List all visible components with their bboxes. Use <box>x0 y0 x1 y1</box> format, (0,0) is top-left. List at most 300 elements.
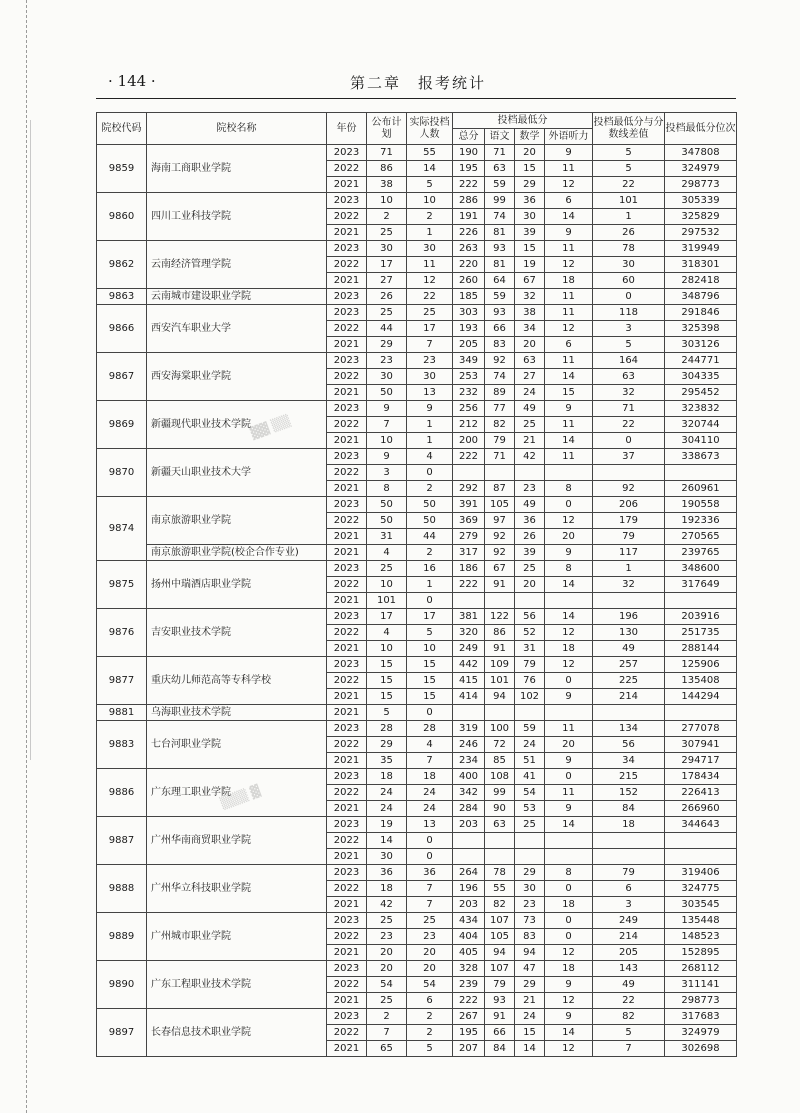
cell-diff: 30 <box>593 257 665 273</box>
cell-total: 263 <box>453 241 485 257</box>
cell-name: 新疆现代职业技术学院 <box>147 401 327 449</box>
cell-diff: 71 <box>593 401 665 417</box>
cell-diff: 5 <box>593 1025 665 1041</box>
cell-year: 2021 <box>327 177 367 193</box>
cell-actual: 6 <box>407 993 453 1009</box>
table-row <box>97 289 737 305</box>
cell-actual: 36 <box>407 865 453 881</box>
cell-listening: 14 <box>545 1025 593 1041</box>
cell-total: 286 <box>453 193 485 209</box>
cell-plan: 19 <box>367 817 407 833</box>
header-min-score-group: 投档最低分 <box>453 113 593 129</box>
cell-chinese: 55 <box>485 881 515 897</box>
binding-margin-line-inner <box>30 120 31 760</box>
cell-year: 2022 <box>327 465 367 481</box>
cell-name: 海南工商职业学院 <box>147 145 327 193</box>
cell-year: 2022 <box>327 1025 367 1041</box>
cell-actual: 17 <box>407 609 453 625</box>
cell-total: 405 <box>453 945 485 961</box>
cell-math: 54 <box>515 785 545 801</box>
cell-year: 2022 <box>327 737 367 753</box>
cell-math: 36 <box>515 513 545 529</box>
cell-chinese: 78 <box>485 865 515 881</box>
cell-actual: 30 <box>407 241 453 257</box>
cell-math: 27 <box>515 369 545 385</box>
cell-actual: 22 <box>407 289 453 305</box>
cell-name: 扬州中瑞酒店职业学院 <box>147 561 327 609</box>
cell-actual: 28 <box>407 721 453 737</box>
cell-total <box>453 705 485 721</box>
cell-chinese: 94 <box>485 689 515 705</box>
cell-diff: 5 <box>593 161 665 177</box>
cell-chinese: 122 <box>485 609 515 625</box>
cell-diff: 205 <box>593 945 665 961</box>
cell-chinese: 93 <box>485 993 515 1009</box>
cell-math: 25 <box>515 561 545 577</box>
cell-total: 239 <box>453 977 485 993</box>
cell-math: 49 <box>515 401 545 417</box>
cell-actual: 54 <box>407 977 453 993</box>
cell-name: 云南经济管理学院 <box>147 241 327 289</box>
cell-year: 2021 <box>327 481 367 497</box>
cell-year: 2021 <box>327 705 367 721</box>
cell-listening: 11 <box>545 353 593 369</box>
cell-listening: 0 <box>545 913 593 929</box>
cell-year: 2021 <box>327 273 367 289</box>
cell-plan: 25 <box>367 225 407 241</box>
cell-math: 24 <box>515 1009 545 1025</box>
cell-total <box>453 593 485 609</box>
table-row <box>97 497 737 513</box>
cell-actual: 7 <box>407 753 453 769</box>
cell-year: 2023 <box>327 497 367 513</box>
cell-diff: 164 <box>593 353 665 369</box>
cell-rank: 317683 <box>665 1009 737 1025</box>
watermark: ▒▒▒ ▓ <box>218 783 262 811</box>
cell-chinese: 63 <box>485 817 515 833</box>
cell-name: 广州城市职业学院 <box>147 913 327 961</box>
cell-chinese: 93 <box>485 241 515 257</box>
cell-plan: 71 <box>367 145 407 161</box>
cell-listening: 9 <box>545 401 593 417</box>
cell-diff <box>593 849 665 865</box>
cell-rank: 302698 <box>665 1041 737 1057</box>
cell-plan: 38 <box>367 177 407 193</box>
cell-listening: 18 <box>545 273 593 289</box>
cell-year: 2023 <box>327 817 367 833</box>
cell-chinese: 77 <box>485 401 515 417</box>
cell-chinese: 83 <box>485 337 515 353</box>
cell-listening: 14 <box>545 577 593 593</box>
cell-listening: 18 <box>545 897 593 913</box>
cell-total: 193 <box>453 321 485 337</box>
cell-actual: 2 <box>407 481 453 497</box>
cell-diff: 22 <box>593 177 665 193</box>
cell-plan: 4 <box>367 625 407 641</box>
cell-rank: 297532 <box>665 225 737 241</box>
header-rank: 投档最低分位次 <box>665 113 737 145</box>
cell-total: 328 <box>453 961 485 977</box>
cell-actual: 25 <box>407 305 453 321</box>
cell-listening: 12 <box>545 945 593 961</box>
cell-plan: 50 <box>367 513 407 529</box>
cell-rank: 324979 <box>665 1025 737 1041</box>
cell-chinese: 97 <box>485 513 515 529</box>
cell-plan: 50 <box>367 497 407 513</box>
cell-rank: 303545 <box>665 897 737 913</box>
cell-rank: 295452 <box>665 385 737 401</box>
cell-listening: 0 <box>545 769 593 785</box>
table-row <box>97 865 737 881</box>
cell-chinese: 91 <box>485 1009 515 1025</box>
cell-listening: 11 <box>545 417 593 433</box>
cell-year: 2023 <box>327 721 367 737</box>
cell-total: 185 <box>453 289 485 305</box>
cell-plan: 23 <box>367 929 407 945</box>
cell-chinese: 89 <box>485 385 515 401</box>
cell-actual: 23 <box>407 353 453 369</box>
table-row <box>97 913 737 929</box>
cell-math: 102 <box>515 689 545 705</box>
table-row <box>97 545 737 561</box>
cell-listening: 9 <box>545 225 593 241</box>
cell-math: 25 <box>515 417 545 433</box>
header-actual: 实际投档人数 <box>407 113 453 145</box>
cell-plan: 30 <box>367 369 407 385</box>
cell-rank: 320744 <box>665 417 737 433</box>
cell-code: 9877 <box>97 657 147 705</box>
cell-total: 442 <box>453 657 485 673</box>
cell-code: 9862 <box>97 241 147 289</box>
cell-chinese: 63 <box>485 161 515 177</box>
cell-chinese: 99 <box>485 785 515 801</box>
cell-actual: 4 <box>407 737 453 753</box>
cell-plan: 4 <box>367 545 407 561</box>
cell-math: 32 <box>515 289 545 305</box>
cell-year: 2023 <box>327 609 367 625</box>
cell-chinese: 85 <box>485 753 515 769</box>
header-total: 总分 <box>453 129 485 145</box>
cell-diff: 32 <box>593 577 665 593</box>
cell-chinese: 108 <box>485 769 515 785</box>
table-row <box>97 817 737 833</box>
cell-math: 34 <box>515 321 545 337</box>
cell-plan: 25 <box>367 305 407 321</box>
cell-math: 20 <box>515 337 545 353</box>
cell-math: 47 <box>515 961 545 977</box>
page-header <box>100 70 736 96</box>
cell-listening: 9 <box>545 753 593 769</box>
cell-name: 广州华立科技职业学院 <box>147 865 327 913</box>
cell-math: 21 <box>515 433 545 449</box>
cell-code: 9866 <box>97 305 147 353</box>
cell-diff: 0 <box>593 289 665 305</box>
cell-diff: 7 <box>593 1041 665 1057</box>
cell-plan: 27 <box>367 273 407 289</box>
cell-diff: 49 <box>593 977 665 993</box>
cell-total: 404 <box>453 929 485 945</box>
cell-total: 203 <box>453 897 485 913</box>
cell-math: 36 <box>515 193 545 209</box>
cell-math: 30 <box>515 881 545 897</box>
cell-listening: 18 <box>545 641 593 657</box>
cell-chinese <box>485 465 515 481</box>
watermark: ▓▓ ▒▒ <box>248 413 292 441</box>
cell-actual: 55 <box>407 145 453 161</box>
cell-rank: 317649 <box>665 577 737 593</box>
cell-code: 9890 <box>97 961 147 1009</box>
cell-listening: 9 <box>545 689 593 705</box>
cell-code: 9876 <box>97 609 147 657</box>
cell-listening: 12 <box>545 657 593 673</box>
cell-diff: 49 <box>593 641 665 657</box>
cell-math: 76 <box>515 673 545 689</box>
cell-total: 391 <box>453 497 485 513</box>
cell-year: 2021 <box>327 641 367 657</box>
cell-rank: 270565 <box>665 529 737 545</box>
table-body <box>97 145 737 1057</box>
cell-math: 26 <box>515 529 545 545</box>
cell-chinese: 92 <box>485 529 515 545</box>
cell-math <box>515 465 545 481</box>
cell-chinese: 71 <box>485 449 515 465</box>
cell-chinese: 107 <box>485 961 515 977</box>
cell-rank: 291846 <box>665 305 737 321</box>
cell-rank: 178434 <box>665 769 737 785</box>
cell-chinese: 82 <box>485 897 515 913</box>
cell-math: 42 <box>515 449 545 465</box>
cell-plan: 54 <box>367 977 407 993</box>
cell-diff: 179 <box>593 513 665 529</box>
cell-total: 205 <box>453 337 485 353</box>
cell-actual: 50 <box>407 497 453 513</box>
cell-name: 吉安职业技术学院 <box>147 609 327 657</box>
cell-diff: 249 <box>593 913 665 929</box>
cell-chinese: 91 <box>485 577 515 593</box>
cell-plan: 9 <box>367 449 407 465</box>
cell-listening: 9 <box>545 977 593 993</box>
cell-year: 2022 <box>327 417 367 433</box>
cell-year: 2022 <box>327 881 367 897</box>
cell-actual: 15 <box>407 689 453 705</box>
cell-math: 31 <box>515 641 545 657</box>
cell-code: 9874 <box>97 497 147 561</box>
cell-rank: 125906 <box>665 657 737 673</box>
cell-diff: 22 <box>593 417 665 433</box>
cell-total: 253 <box>453 369 485 385</box>
cell-total: 195 <box>453 161 485 177</box>
table-row <box>97 1009 737 1025</box>
cell-actual: 7 <box>407 881 453 897</box>
cell-listening: 12 <box>545 257 593 273</box>
cell-math: 94 <box>515 945 545 961</box>
cell-listening: 14 <box>545 433 593 449</box>
cell-math: 29 <box>515 865 545 881</box>
cell-chinese: 59 <box>485 177 515 193</box>
cell-listening: 11 <box>545 785 593 801</box>
cell-plan: 24 <box>367 801 407 817</box>
cell-total: 342 <box>453 785 485 801</box>
cell-year: 2022 <box>327 929 367 945</box>
cell-math <box>515 593 545 609</box>
table-row <box>97 241 737 257</box>
cell-rank: 338673 <box>665 449 737 465</box>
cell-math <box>515 833 545 849</box>
cell-math: 83 <box>515 929 545 945</box>
cell-plan: 14 <box>367 833 407 849</box>
cell-math: 53 <box>515 801 545 817</box>
cell-diff: 6 <box>593 881 665 897</box>
cell-total: 246 <box>453 737 485 753</box>
cell-year: 2023 <box>327 449 367 465</box>
cell-actual: 10 <box>407 193 453 209</box>
cell-chinese: 91 <box>485 641 515 657</box>
cell-year: 2021 <box>327 337 367 353</box>
cell-diff: 196 <box>593 609 665 625</box>
cell-total: 317 <box>453 545 485 561</box>
cell-year: 2022 <box>327 977 367 993</box>
cell-actual: 7 <box>407 337 453 353</box>
cell-diff: 92 <box>593 481 665 497</box>
cell-chinese: 74 <box>485 209 515 225</box>
cell-plan: 15 <box>367 657 407 673</box>
cell-chinese: 93 <box>485 305 515 321</box>
cell-year: 2021 <box>327 433 367 449</box>
cell-listening: 11 <box>545 305 593 321</box>
cell-name: 广州华南商贸职业学院 <box>147 817 327 865</box>
cell-year: 2021 <box>327 897 367 913</box>
table-row <box>97 657 737 673</box>
cell-total: 320 <box>453 625 485 641</box>
cell-total: 434 <box>453 913 485 929</box>
cell-rank: 323832 <box>665 401 737 417</box>
cell-diff <box>593 593 665 609</box>
cell-math: 38 <box>515 305 545 321</box>
cell-year: 2021 <box>327 753 367 769</box>
cell-diff <box>593 465 665 481</box>
cell-year: 2022 <box>327 673 367 689</box>
cell-total: 200 <box>453 433 485 449</box>
cell-actual: 4 <box>407 449 453 465</box>
cell-rank: 319406 <box>665 865 737 881</box>
cell-actual: 0 <box>407 593 453 609</box>
cell-plan: 2 <box>367 209 407 225</box>
cell-listening: 14 <box>545 369 593 385</box>
table-row <box>97 401 737 417</box>
cell-year: 2021 <box>327 529 367 545</box>
cell-chinese: 105 <box>485 497 515 513</box>
cell-diff: 152 <box>593 785 665 801</box>
cell-year: 2023 <box>327 193 367 209</box>
cell-code: 9883 <box>97 721 147 769</box>
cell-rank: 304335 <box>665 369 737 385</box>
cell-actual: 0 <box>407 833 453 849</box>
binding-margin-line <box>26 0 27 1113</box>
cell-actual: 0 <box>407 705 453 721</box>
cell-year: 2023 <box>327 1009 367 1025</box>
cell-rank: 266960 <box>665 801 737 817</box>
table-header-row <box>97 113 737 129</box>
cell-diff: 84 <box>593 801 665 817</box>
header-code: 院校代码 <box>97 113 147 145</box>
cell-rank: 203916 <box>665 609 737 625</box>
cell-actual: 16 <box>407 561 453 577</box>
cell-chinese: 94 <box>485 945 515 961</box>
cell-chinese <box>485 705 515 721</box>
cell-name: 广东理工职业学院 <box>147 769 327 817</box>
cell-actual: 15 <box>407 657 453 673</box>
chapter-title: 第二章 报考统计 <box>349 74 486 92</box>
cell-plan: 8 <box>367 481 407 497</box>
cell-actual: 5 <box>407 1041 453 1057</box>
cell-chinese: 71 <box>485 145 515 161</box>
cell-diff: 32 <box>593 385 665 401</box>
cell-math: 59 <box>515 721 545 737</box>
header-rule <box>96 98 736 99</box>
cell-code: 9887 <box>97 817 147 865</box>
cell-diff: 215 <box>593 769 665 785</box>
cell-diff: 37 <box>593 449 665 465</box>
cell-math: 14 <box>515 1041 545 1057</box>
cell-total: 222 <box>453 177 485 193</box>
cell-chinese <box>485 849 515 865</box>
cell-actual: 44 <box>407 529 453 545</box>
cell-actual: 2 <box>407 1009 453 1025</box>
cell-diff: 214 <box>593 929 665 945</box>
cell-math: 67 <box>515 273 545 289</box>
cell-plan: 25 <box>367 993 407 1009</box>
cell-listening: 9 <box>545 801 593 817</box>
cell-actual: 12 <box>407 273 453 289</box>
page-number: · 144 · <box>108 72 156 90</box>
cell-rank: 152895 <box>665 945 737 961</box>
cell-actual: 30 <box>407 369 453 385</box>
cell-year: 2021 <box>327 801 367 817</box>
header-listening: 外语听力 <box>545 129 593 145</box>
cell-year: 2022 <box>327 257 367 273</box>
cell-chinese: 84 <box>485 1041 515 1057</box>
cell-year: 2022 <box>327 833 367 849</box>
cell-diff: 82 <box>593 1009 665 1025</box>
cell-year: 2023 <box>327 289 367 305</box>
cell-plan: 9 <box>367 401 407 417</box>
cell-code: 9886 <box>97 769 147 817</box>
cell-math <box>515 705 545 721</box>
cell-year: 2021 <box>327 385 367 401</box>
cell-plan: 25 <box>367 561 407 577</box>
cell-code: 9875 <box>97 561 147 609</box>
cell-listening: 12 <box>545 993 593 1009</box>
cell-diff: 0 <box>593 433 665 449</box>
cell-diff: 78 <box>593 241 665 257</box>
cell-actual: 24 <box>407 785 453 801</box>
header-math: 数学 <box>515 129 545 145</box>
cell-plan: 3 <box>367 465 407 481</box>
cell-listening <box>545 705 593 721</box>
cell-diff: 63 <box>593 369 665 385</box>
cell-math: 23 <box>515 897 545 913</box>
cell-total: 260 <box>453 273 485 289</box>
header-name: 院校名称 <box>147 113 327 145</box>
cell-code: 9869 <box>97 401 147 449</box>
cell-name: 四川工业科技学院 <box>147 193 327 241</box>
cell-plan: 10 <box>367 641 407 657</box>
cell-total: 232 <box>453 385 485 401</box>
cell-math: 20 <box>515 145 545 161</box>
cell-plan: 10 <box>367 433 407 449</box>
cell-diff: 143 <box>593 961 665 977</box>
cell-chinese: 86 <box>485 625 515 641</box>
